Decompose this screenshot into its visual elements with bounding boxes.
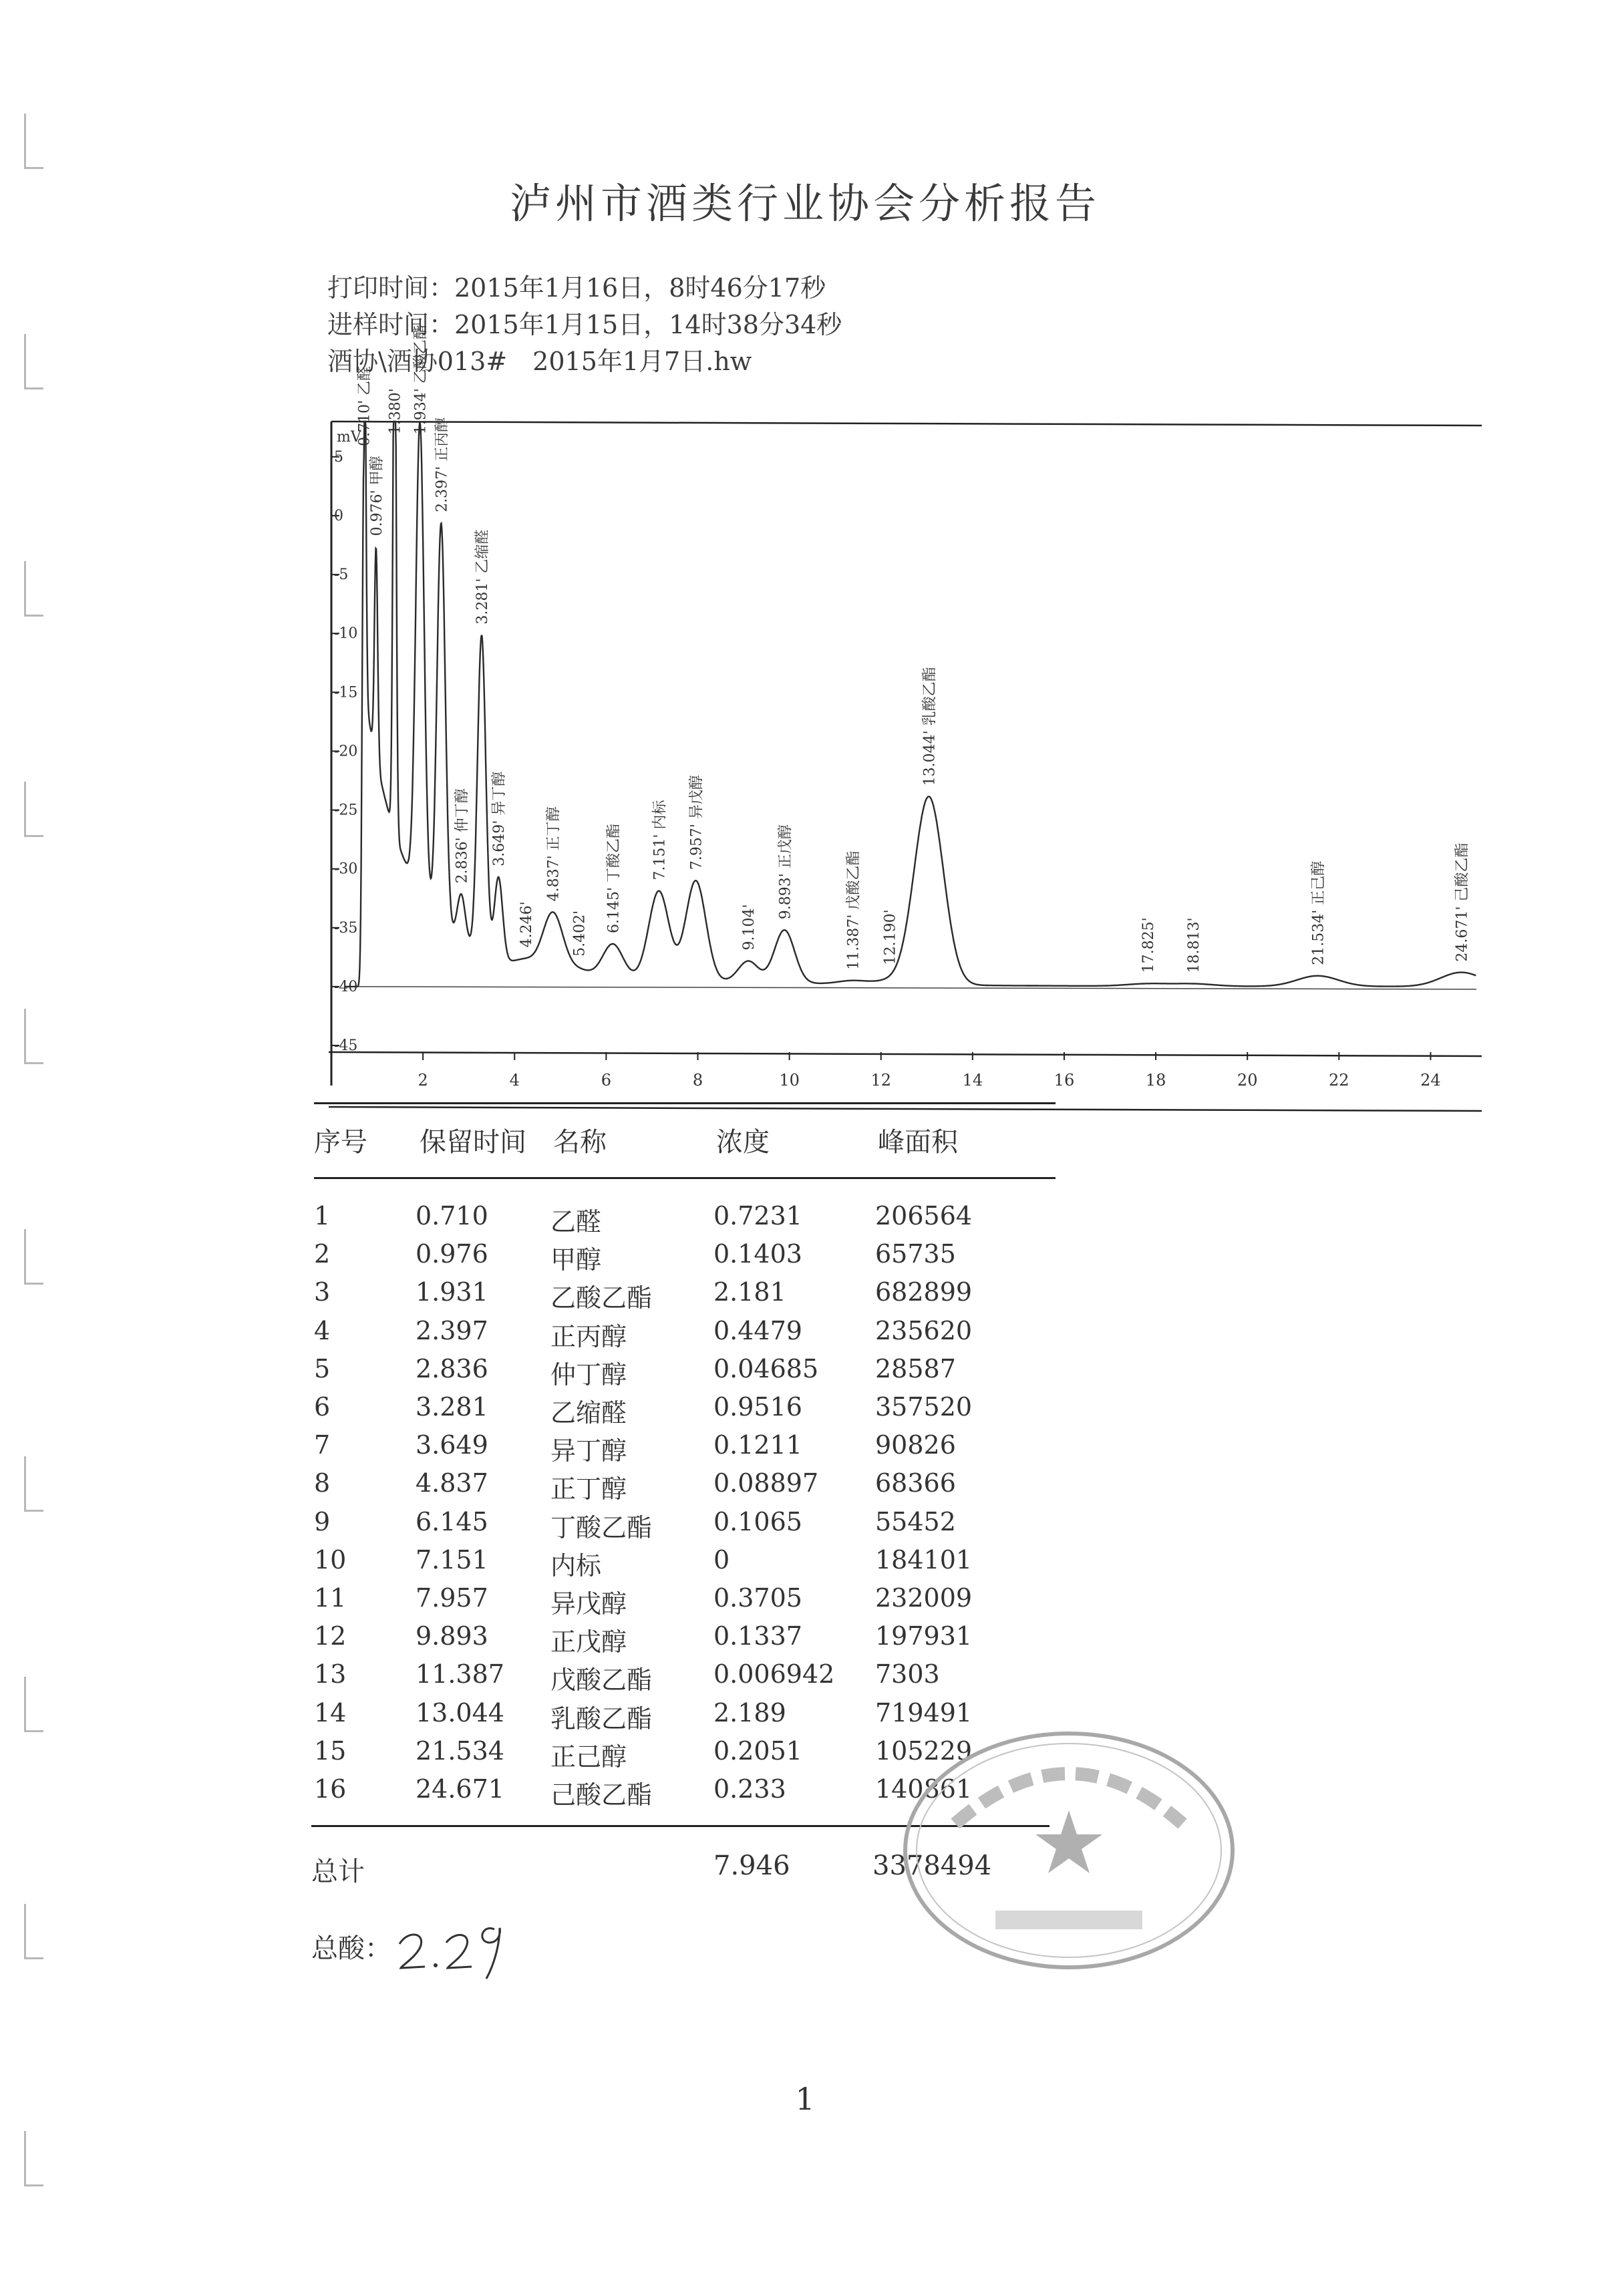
peak-label: 9.104' <box>741 904 758 951</box>
x-tick-label: 4 <box>509 1071 520 1090</box>
binder-mark <box>24 561 43 617</box>
row-concentration: 0.1337 <box>713 1621 802 1651</box>
peak-label: 0.976' 甲醇 <box>368 456 385 536</box>
row-peak-area: 184101 <box>875 1544 973 1575</box>
row-retention-time: 6.145 <box>416 1506 488 1536</box>
row-peak-area: 68366 <box>875 1468 956 1498</box>
row-retention-time: 3.649 <box>416 1430 488 1460</box>
total-acid-label: 总酸： <box>311 1933 391 1964</box>
table-row <box>0 1277 1610 1315</box>
row-concentration: 0.2051 <box>713 1736 802 1766</box>
binder-mark <box>24 114 43 169</box>
table-row <box>0 1507 1610 1545</box>
binder-mark <box>24 1904 43 1959</box>
table-row <box>0 1392 1610 1430</box>
table-row <box>0 1659 1610 1697</box>
peak-label: 3.281' 乙缩醛 <box>474 529 491 625</box>
y-tick-label: -35 <box>334 919 358 937</box>
row-name: 异戊醇 <box>550 1589 627 1619</box>
row-peak-area: 55452 <box>875 1506 956 1536</box>
row-retention-time: 13.044 <box>416 1697 504 1728</box>
row-retention-time: 0.976 <box>416 1239 488 1269</box>
peak-label: 12.190' <box>882 909 899 965</box>
row-peak-area: 682899 <box>875 1277 973 1307</box>
chart-axes <box>329 422 1482 1111</box>
y-tick-label: -5 <box>334 566 349 584</box>
row-concentration: 0.1065 <box>713 1506 802 1536</box>
table-row <box>0 1468 1610 1506</box>
inject-time: 进样时间：2015年1月15日，14时38分34秒 <box>327 310 842 339</box>
peak-label: 0.710' 乙醛 <box>356 365 373 446</box>
table-row <box>0 1621 1610 1659</box>
row-concentration: 0.006942 <box>713 1659 835 1689</box>
peak-label: 4.837' 正丁醇 <box>545 806 562 902</box>
row-name: 乙酸乙酯 <box>550 1283 653 1313</box>
handwritten-acid-value <box>394 1904 514 1984</box>
row-name: 己酸乙酯 <box>550 1780 653 1810</box>
row-name: 正丙醇 <box>550 1321 627 1351</box>
row-retention-time: 24.671 <box>416 1774 504 1804</box>
header-retention-time: 保留时间 <box>420 1127 526 1158</box>
x-tick-label: 20 <box>1237 1071 1258 1090</box>
table-row <box>0 1736 1610 1774</box>
peak-label: 4.246' <box>518 901 536 948</box>
row-index: 12 <box>314 1621 347 1651</box>
row-retention-time: 1.931 <box>416 1277 488 1307</box>
row-name: 内标 <box>550 1550 602 1581</box>
row-name: 正戊醇 <box>550 1627 627 1657</box>
row-peak-area: 232009 <box>875 1583 973 1613</box>
top-border <box>331 422 1482 426</box>
x-tick-label: 10 <box>779 1071 800 1090</box>
table-header-rule <box>314 1177 1056 1179</box>
peak-label: 7.151' 内标 <box>651 800 669 880</box>
row-name: 甲醇 <box>550 1245 602 1275</box>
y-tick-label: -25 <box>334 802 358 819</box>
row-name: 乳酸乙酯 <box>550 1703 653 1734</box>
table-top-rule <box>314 1102 1056 1104</box>
row-retention-time: 2.397 <box>416 1315 488 1345</box>
row-index: 1 <box>314 1201 331 1231</box>
row-peak-area: 105229 <box>875 1736 973 1766</box>
row-name: 正己醇 <box>550 1742 627 1772</box>
row-index: 15 <box>314 1736 347 1766</box>
row-peak-area: 357520 <box>875 1392 973 1422</box>
peak-label: 1.380' <box>387 388 404 435</box>
table-row <box>0 1201 1610 1239</box>
y-tick-label: -45 <box>334 1037 358 1054</box>
row-peak-area: 719491 <box>875 1697 973 1728</box>
x-axis-line <box>329 1052 1482 1056</box>
row-index: 9 <box>314 1506 331 1536</box>
y-unit-label: mV <box>337 429 361 446</box>
peak-label: 21.534' 正己醇 <box>1310 860 1327 965</box>
row-name: 丁酸乙酯 <box>550 1512 653 1542</box>
binder-mark <box>24 2131 43 2186</box>
header-concentration: 浓度 <box>716 1127 770 1158</box>
row-peak-area: 28587 <box>875 1353 956 1383</box>
row-retention-time: 7.957 <box>416 1583 488 1613</box>
peak-label: 11.387' 戊酸乙酯 <box>845 850 862 970</box>
y-tick-label: -30 <box>334 860 358 878</box>
row-index: 16 <box>314 1774 347 1804</box>
row-name: 乙醛 <box>550 1207 602 1237</box>
row-concentration: 0.1403 <box>713 1239 802 1269</box>
binder-mark <box>24 782 43 837</box>
table-row <box>0 1239 1610 1277</box>
row-concentration: 0.9516 <box>713 1392 802 1422</box>
row-concentration: 0.4479 <box>713 1315 802 1345</box>
x-tick-label: 22 <box>1329 1071 1349 1090</box>
report-title: 泸州市酒类行业协会分析报告 <box>509 179 1100 228</box>
y-tick-label: -10 <box>334 625 358 643</box>
row-peak-area: 7303 <box>875 1659 940 1689</box>
row-index: 7 <box>314 1430 331 1460</box>
table-row <box>0 1545 1610 1583</box>
peak-label: 1.934' 乙酸乙酯 <box>412 325 430 435</box>
binder-mark <box>24 1009 43 1064</box>
peak-label: 18.813' <box>1185 917 1202 973</box>
row-peak-area: 206564 <box>875 1201 973 1231</box>
peak-label: 2.397' 正丙醇 <box>434 417 451 512</box>
x-tick-labels <box>418 1052 1440 1090</box>
row-peak-area: 90826 <box>875 1430 956 1460</box>
row-index: 2 <box>314 1239 331 1269</box>
x-tick-label: 16 <box>1054 1071 1075 1090</box>
row-index: 5 <box>314 1353 331 1383</box>
row-peak-area: 235620 <box>875 1315 973 1345</box>
row-concentration: 0 <box>713 1544 730 1575</box>
y-tick-label: -15 <box>334 684 358 701</box>
row-name: 仲丁醇 <box>550 1359 627 1389</box>
row-concentration: 0.3705 <box>713 1583 802 1613</box>
bottom-border <box>329 1107 1482 1111</box>
row-index: 6 <box>314 1392 331 1422</box>
table-row <box>0 1583 1610 1621</box>
table-row <box>0 1698 1610 1736</box>
y-tick-label: 0 <box>334 507 343 524</box>
file-name: 酒协\酒协013# 2015年1月7日.hw <box>327 347 752 376</box>
peak-label: 24.671' 己酸乙酯 <box>1454 842 1471 962</box>
row-concentration: 0.1211 <box>713 1430 802 1460</box>
y-tick-label: 5 <box>334 448 343 466</box>
header-peak-area: 峰面积 <box>878 1127 958 1158</box>
y-tick-labels <box>331 449 357 1054</box>
table-row <box>0 1316 1610 1354</box>
y-tick-label: -20 <box>334 743 358 760</box>
total-label: 总计 <box>311 1856 365 1887</box>
peak-label: 2.836' 仲丁醇 <box>454 788 471 884</box>
row-retention-time: 3.281 <box>416 1392 488 1422</box>
row-concentration: 2.181 <box>713 1277 786 1307</box>
x-tick-label: 14 <box>962 1071 983 1090</box>
peak-label: 13.044' 乳酸乙酯 <box>921 667 939 786</box>
row-retention-time: 9.893 <box>416 1621 488 1651</box>
page-number: 1 <box>795 2081 815 2117</box>
header-name: 名称 <box>553 1127 607 1158</box>
row-name: 乙缩醛 <box>550 1398 627 1428</box>
table-row <box>0 1354 1610 1392</box>
peak-label: 5.402' <box>571 910 589 957</box>
row-concentration: 0.233 <box>713 1774 786 1804</box>
header-index: 序号 <box>314 1127 367 1158</box>
x-tick-label: 12 <box>870 1071 891 1090</box>
row-retention-time: 11.387 <box>416 1659 504 1689</box>
association-seal <box>895 1710 1243 1991</box>
x-tick-label: 18 <box>1145 1071 1166 1090</box>
x-tick-label: 8 <box>692 1071 703 1090</box>
row-retention-time: 4.837 <box>416 1468 488 1498</box>
row-concentration: 0.08897 <box>713 1468 819 1498</box>
row-index: 4 <box>314 1315 331 1345</box>
chromatogram-trace <box>345 422 1476 987</box>
row-concentration: 2.189 <box>713 1697 786 1728</box>
row-index: 13 <box>314 1659 347 1689</box>
row-index: 11 <box>314 1583 347 1613</box>
row-retention-time: 7.151 <box>416 1544 488 1575</box>
x-tick-label: 24 <box>1420 1071 1441 1090</box>
row-index: 14 <box>314 1697 347 1728</box>
y-tick-label: -40 <box>334 978 358 995</box>
row-name: 戊酸乙酯 <box>550 1665 653 1695</box>
row-index: 10 <box>314 1544 347 1575</box>
row-peak-area: 65735 <box>875 1239 956 1269</box>
total-concentration: 7.946 <box>713 1850 790 1881</box>
row-retention-time: 21.534 <box>416 1736 504 1766</box>
peak-label: 9.893' 正戊醇 <box>777 824 794 920</box>
row-peak-area: 197931 <box>875 1621 973 1651</box>
row-index: 3 <box>314 1277 331 1307</box>
baseline <box>351 987 1476 989</box>
row-name: 正丁醇 <box>550 1474 627 1504</box>
x-tick-label: 2 <box>418 1071 428 1090</box>
row-concentration: 0.7231 <box>713 1201 802 1231</box>
print-time: 打印时间：2015年1月16日，8时46分17秒 <box>327 273 826 303</box>
row-name: 异丁醇 <box>550 1436 627 1466</box>
binder-mark <box>24 334 43 389</box>
row-retention-time: 2.836 <box>416 1353 488 1383</box>
x-tick-label: 6 <box>601 1071 612 1090</box>
peak-label: 17.825' <box>1140 917 1158 973</box>
peak-label: 6.145' 丁酸乙酯 <box>605 823 623 933</box>
row-concentration: 0.04685 <box>713 1353 819 1383</box>
peak-label: 3.649' 异丁醇 <box>491 771 508 866</box>
row-peak-area: 140861 <box>875 1774 973 1804</box>
total-area: 3378494 <box>872 1850 992 1881</box>
table-row <box>0 1430 1610 1468</box>
peak-label: 7.957' 异戊醇 <box>688 775 705 870</box>
table-row <box>0 1774 1610 1812</box>
row-retention-time: 0.710 <box>416 1201 488 1231</box>
row-index: 8 <box>314 1468 331 1498</box>
